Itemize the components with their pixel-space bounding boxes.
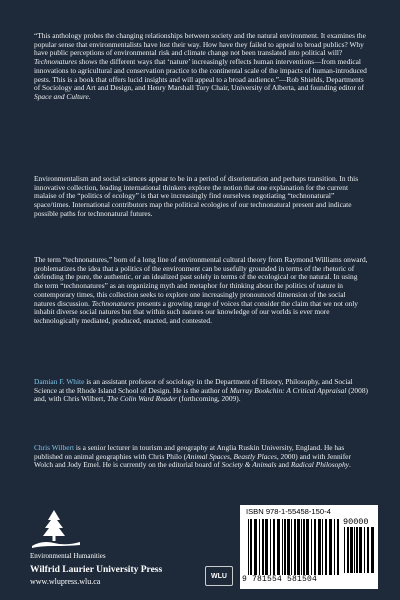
description-paragraph-2: The term “technonatures,” born of a long line of environmental cultural theory from Raymond Williams onward, problematizes the idea that a politics of the environment can be usefully grounded in terms of the rhetoric of defending the pure, the authentic, or an idealized past solely in terms of the ecological or the natural. In using the term “technonatures” as an organizing myth and metaphor for thinking about the politics of nature in contemporary times, this collection seeks to explore one increasingly pronounced dimension of the social natures discussion. Technonatures presents a growing range of voices that consider the claim that we not only inhabit diverse social natures but that within such natures our knowledge of our worlds is ever more technologically mediated, produced, enacted, and contested. [34,255,368,325]
environmental-humanities-logo-icon [30,508,82,548]
series-name: Environmental Humanities [30,552,106,560]
endorsement-quote: “This anthology probes the changing relationships between society and the natural environment. It examines the popular sense that environmentalists have lost their way. How have they failed to appeal to broad publics? Why have public perceptions of environmental risk and climate change not been translated into political will? Technonatures shows the different ways that ‘nature’ increasingly reflects human interventions—from medical innovations to agricultural and conservation practice to the continental scale of the impacts of human-introduced pests. This is a book that offers lucid insights and will appeal to a broad audience.”—Rob Shields, Departments of Sociology and Art and Design, and Henry Marshall Tory Chair, University of Alberta, and founding editor of Space and Culture. [34,31,367,101]
isbn-barcode [240,505,378,589]
barcode-digits: 9 781554 581504 [242,575,318,584]
publisher-name: Wilfrid Laurier University Press [30,565,163,575]
price-code-bars [344,527,374,573]
isbn-label: ISBN 978-1-55458-150-4 [246,507,331,516]
wlu-logo: WLU [205,566,233,586]
price-code: 90000 [343,517,369,527]
author-bio-white: Damian F. White is an assistant professor of sociology in the Department of History, Philosophy, and Social Science at the Rhode Island School of Design. He is the author of Murray Bookchin: A Critical Appraisal (2008) and, with Chris Wilbert, The Colin Ward Reader (forthcoming, 2009). [34,377,368,404]
barcode-bars [248,519,340,575]
description-paragraph-1: Environmentalism and social sciences appear to be in a period of disorientation and perhaps transition. In this innovative collection, leading international thinkers explore the notion that one explanation for the current malaise of the “politics of ecology” is that we increasingly find ourselves negotiating “technonatural” space/times. International contributors map the political ecologies of our technonatural present and indicate possible paths for technonatural futures. [34,174,359,218]
author-bio-wilbert: Chris Wilbert is a senior lecturer in tourism and geography at Anglia Ruskin University, England. He has published on animal geographies with Chris Philo (Animal Spaces, Beastly Places, 2000) and with Jennifer Wolch and Jody Emel. He is currently on the editorial board of Society & Animals and Radical Philosophy. [34,443,351,470]
publisher-url: www.wlupress.wlu.ca [30,577,101,586]
